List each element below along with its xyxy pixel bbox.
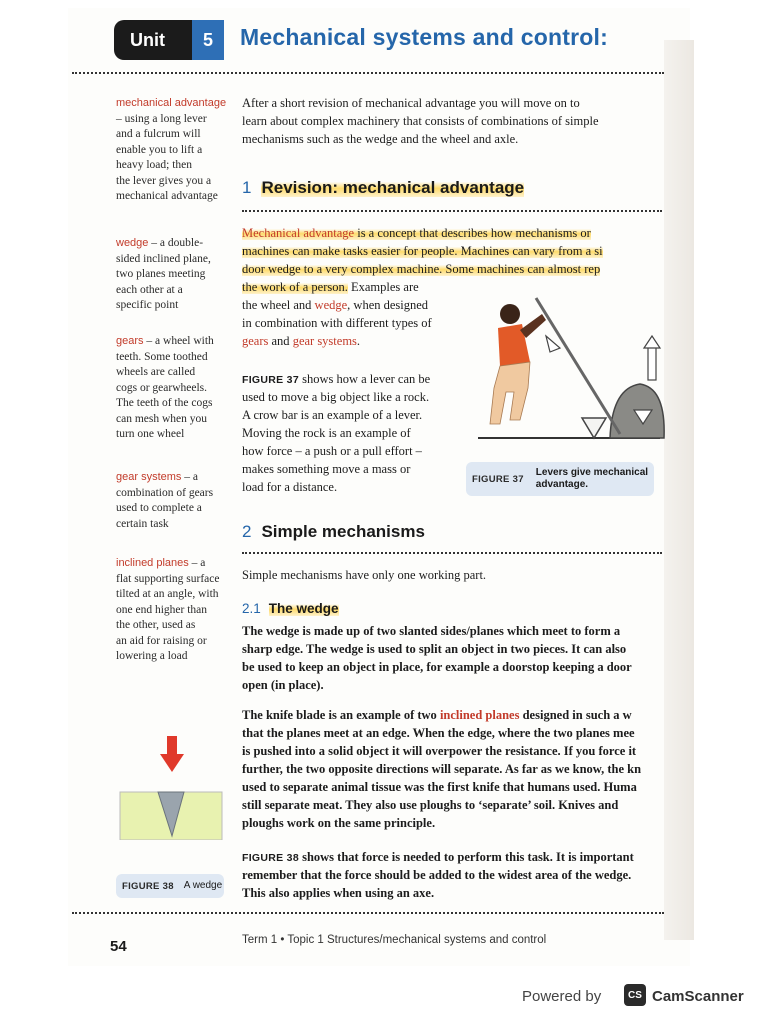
glossary-line: – a double- [148,237,204,249]
glossary-line: an aid for raising or [116,634,207,647]
text-span: door wedge to a very complex machine. Some machines can almost rep [242,262,601,276]
glossary-line: mechanical advantage [116,190,218,202]
text-line [242,242,603,260]
caption-line: Levers give mechanical [535,467,649,478]
glossary-line: used to complete a [116,502,202,514]
fulcrum [582,418,606,438]
text-line: This also applies when using an axe. [242,886,435,900]
text-line [242,706,641,724]
wedge-paragraph-3 [242,848,634,902]
glossary-line: tilted at an angle, with [116,588,219,600]
text-span: shows that force is needed to perform this task. It is important [298,850,634,864]
lift-arrow-icon [644,336,660,348]
text-line [242,260,603,278]
figure-reference: FIGURE 37 [242,374,299,386]
text-line: be used to keep an object in place, for example a doorstop keeping a door [242,660,632,674]
glossary-line: – using a long lever [116,112,207,125]
glossary-inclined-planes [116,556,234,665]
figure-reference: FIGURE 38 [242,852,299,864]
section-1-paragraph-2 [242,370,458,496]
term-link: wedge [314,298,348,312]
footer-divider [72,912,664,914]
text-line: mechanisms such as the wedge and the wheel and axle. [242,132,519,146]
text-line: Moving the rock is an example of [242,426,411,440]
glossary-line: lowering a load [116,650,188,662]
glossary-line: – a [181,471,199,483]
person-head [500,304,520,324]
figure-number: FIGURE 37 [472,473,524,485]
term-link: gears [242,334,269,348]
person-arm [520,314,546,338]
section-number: 1 [242,178,252,197]
glossary-line: each other at a [116,283,183,296]
text-line: learn about complex machinery that consists of combinations of simple [242,114,599,128]
page-number: 54 [110,938,127,955]
text-line: in combination with different types of [242,316,432,330]
glossary-line: two planes meeting [116,268,206,280]
text-line: used to move a big object like a rock. [242,390,430,404]
section-2-intro: Simple mechanisms have only one working part. [242,568,487,582]
glossary-line: the other, used as [116,619,196,631]
glossary-term: inclined planes [116,557,189,569]
text-line: ploughs work on the same principle. [242,816,436,830]
glossary-line: certain task [116,517,169,530]
text-line: open (in place). [242,678,324,692]
unit-label: Unit [130,29,165,50]
force-arrow-shaft [167,736,177,754]
force-arrow-icon [160,754,184,772]
glossary-gears [116,334,234,443]
text-span: shows how a lever can be [298,372,431,386]
term-link: gear systems [292,334,357,348]
text-span: and [268,334,293,348]
crowbar [536,298,620,434]
section-divider [242,210,662,212]
section-title: Simple mechanisms [261,522,425,541]
camscanner-logo-icon: CS [624,984,646,1006]
text-line: how force – a push or a pull effort – [242,444,422,458]
section-number: 2 [242,522,252,541]
glossary-line: one end higher than [116,603,208,616]
push-arrow-icon [546,336,560,352]
text-line: After a short revision of mechanical advantage you will move on to [242,96,580,110]
term-link: Mechanical advantage [242,226,355,240]
glossary-line: flat supporting surface [116,572,220,585]
figure-38-caption [116,874,224,898]
text-line: sharp edge. The wedge is used to split an object in two pieces. It can also [242,642,627,656]
section-title: Revision: mechanical advantage [261,178,525,197]
glossary-line: enable you to lift a [116,143,203,156]
glossary-line: – a [188,557,206,569]
text-span: , when designed [347,298,429,312]
person-trousers [490,362,530,424]
next-page-edge [664,40,694,940]
running-footer: Term 1 • Topic 1 Structures/mechanical systems and control [242,934,547,946]
glossary-line: the lever gives you a [116,174,212,187]
text-line: that the planes meet at an edge. When the edge, where the two planes mee [242,726,635,740]
text-span: the work of a person. [242,280,348,294]
text-line [242,848,634,866]
watermark-brand: CamScanner [652,988,744,1005]
glossary-mechanical-advantage [116,96,234,205]
watermark-text: Powered by [522,988,602,1005]
unit-tab [114,20,224,60]
glossary-line: teeth. Some toothed [116,350,208,363]
text-line [242,370,458,388]
glossary-gear-systems [116,470,234,532]
section-1-heading [242,178,524,198]
text-line: makes something move a mass or [242,462,411,476]
subsection-number: 2.1 [242,601,261,616]
wedge-figure [118,736,224,840]
page-title: Mechanical systems and control: [240,24,608,50]
term-link: inclined planes [439,708,520,722]
text-span: The knife blade is an example of two [242,708,440,722]
caption-line: advantage. [535,479,589,490]
figure-caption [536,467,648,491]
glossary-wedge [116,236,234,314]
wedge-paragraph-1 [242,622,632,694]
glossary-line: combination of gears [116,486,214,499]
figure-number: FIGURE 38 [122,880,174,892]
figure-37-caption [466,462,654,496]
glossary-term: gears [116,335,144,347]
text-span: machines can make tasks easier for people. Machines can vary from a si [242,244,603,258]
text-span: designed in such a w [519,708,632,722]
lift-arrow-shaft [648,346,656,380]
text-line: used to separate animal tissue was the first knife that humans used. Huma [242,780,637,794]
text-line [242,224,603,242]
text-line: further, the two opposite directions will separate. As far as we know, the kn [242,762,642,776]
glossary-line: turn one wheel [116,428,185,440]
intro-paragraph [242,94,599,148]
text-line: still separate meat. They also use ploughs to ‘separate’ soil. Knives and [242,798,619,812]
glossary-term: wedge [116,237,149,249]
glossary-term: gear systems [116,471,182,483]
text-span: . [356,334,361,348]
unit-number: 5 [192,20,224,60]
text-line: The wedge is made up of two slanted sides/planes which meet to form a [242,624,621,638]
glossary-line: can mesh when you [116,412,208,425]
glossary-term: mechanical advantage [116,97,227,109]
section-divider [242,552,662,554]
header-divider [72,72,664,74]
subsection-heading [242,601,339,616]
glossary-line: specific point [116,299,179,311]
lever-figure [470,292,666,444]
section-2-heading [242,522,425,542]
subsection-title: The wedge [268,601,339,616]
text-span: the wheel and [242,298,315,312]
figure-caption: A wedge [183,880,223,891]
glossary-line: wheels are called [116,366,196,378]
glossary-line: – a wheel with [143,335,214,347]
text-span: is a concept that describes how mechanisms or [354,226,591,240]
text-line: remember that the force should be added to the widest area of the wedge. [242,868,632,882]
text-line: A crow bar is an example of a lever. [242,408,423,422]
wedge-paragraph-2 [242,706,641,832]
glossary-line: The teeth of the cogs [116,397,213,409]
text-line: is pushed into a solid object it will overpower the resistance. If you force it [242,744,637,758]
glossary-line: sided inclined plane, [116,252,211,265]
text-span: Examples are [347,280,419,294]
text-line: load for a distance. [242,480,338,494]
glossary-line: heavy load; then [116,159,193,171]
glossary-line: cogs or gearwheels. [116,381,208,394]
glossary-line: and a fulcrum will [116,128,201,140]
